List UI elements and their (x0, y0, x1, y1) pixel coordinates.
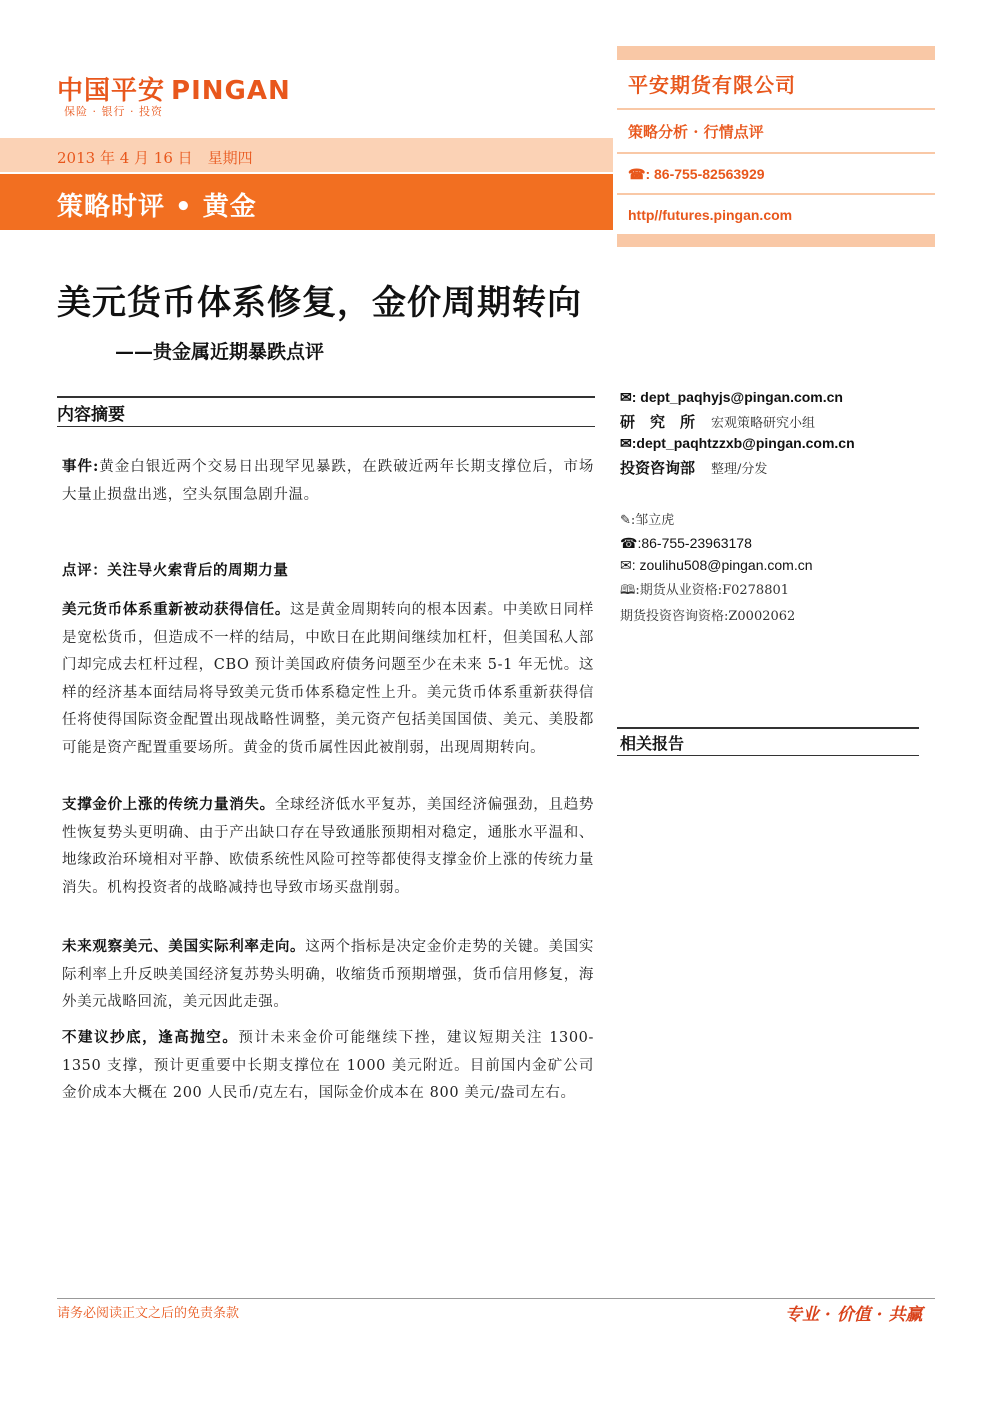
comment-heading-text: 点评：关注导火索背后的周期力量 (62, 562, 289, 579)
top-right-accent-bar (617, 46, 935, 60)
email-dept-advisory[interactable] (620, 435, 855, 452)
paragraph-text: 全球经济低水平复苏，美国经济偏强劲，且趋势性恢复势头更明确、由于产出缺口存在导致通胀预期相对稳定，通胀水平温和、地缘政治环境相对平静、欧债系统性风险可控等都使得支撑金价上涨的传统力量消失。机构投资者的战略减持也导致市场买盘削弱。 (62, 797, 594, 896)
divider (617, 152, 935, 154)
bottom-right-accent-bar (617, 234, 935, 247)
disclaimer-link[interactable]: 请务必阅读正文之后的免责条款 (57, 1306, 240, 1321)
paragraph-text: 这两个指标是决定金价走势的关键。美国实际利率上升反映美国经济复苏势头明确，收缩货币预期增强，货币信用修复，海外美元战略回流，美元因此走强。 (62, 939, 594, 1010)
summary-paragraph (62, 1024, 594, 1108)
pingan-logo (57, 70, 291, 107)
paragraph-text: 这是黄金周期转向的根本因素。中美欧日同样是宽松货币，但造成不一样的结局，中欧日在此期间继续加杠杆，但美国私人部门却完成去杠杆过程，CBO 预计美国政府债务问题至少在未来 5-1 年无忧。这样的经济基本面结局将导致美元货币体系稳定性上升。美元货币体系重新获得信任将使得国际资金配置出现战略性调整，美元资产包括美国国债、美元、美股都可能是资产配置重要场所。黄金的货币属性因此被削弱，出现周期转向。 (62, 602, 595, 756)
report-subtitle: ——贵金属近期暴跌点评 (115, 341, 325, 363)
advisory-value: 整理/分发 (711, 462, 768, 477)
logo-cn: 中国平安 (57, 76, 166, 106)
author-email-row[interactable] (620, 557, 813, 574)
report-date: 2013 年 4 月 16 日 星期四 (57, 149, 253, 167)
comment-heading (62, 557, 594, 586)
advisory-row (620, 457, 767, 478)
logo-tagline: 保险 · 银行 · 投资 (64, 105, 163, 118)
event-paragraph (62, 453, 594, 509)
report-category: 策略时评 • 黄金 (57, 192, 257, 222)
summary-heading: 内容摘要 (57, 405, 125, 425)
email-address: dept_paqhtzzxb@pingan.com.cn (636, 435, 855, 451)
author-row (620, 509, 674, 528)
paragraph-lead: 美元货币体系重新被动获得信任。 (62, 601, 291, 618)
author-phone-row (620, 535, 752, 552)
related-reports-heading: 相关报告 (620, 734, 685, 753)
company-subtitle: 策略分析 · 行情点评 (628, 123, 764, 141)
paragraph-lead: 未来观察美元、美国实际利率走向。 (62, 938, 306, 955)
author-phone: 86-755-23963178 (641, 535, 752, 551)
section-rule (57, 396, 595, 398)
summary-paragraph (62, 933, 594, 1017)
research-row (620, 411, 815, 432)
pen-icon: ✎: (620, 513, 636, 528)
email-address: dept_paqhyjs@pingan.com.cn (640, 389, 843, 405)
section-rule (617, 727, 919, 729)
advisory-license: 期货投资咨询资格:Z0002062 (620, 609, 796, 624)
logo-en: PINGAN (171, 76, 291, 106)
license-row (620, 579, 789, 603)
envelope-icon: ✉: (620, 557, 636, 573)
divider (617, 108, 935, 110)
event-text: 黄金白银近两个交易日出现罕见暴跌，在跌破近两年长期支撑位后，市场大量止损盘出逃，空头氛围急剧升温。 (62, 459, 595, 503)
advisory-label: 投资咨询部 (620, 459, 696, 477)
research-value: 宏观策略研究小组 (711, 416, 816, 431)
research-label: 研 究 所 (620, 413, 696, 431)
event-label: 事件: (62, 458, 99, 475)
phone-icon: ☎: (620, 535, 642, 551)
company-url[interactable]: http//futures.pingan.com (628, 207, 793, 223)
paragraph-lead: 支撑金价上涨的传统力量消失。 (62, 796, 275, 813)
company-phone (628, 166, 765, 183)
paragraph-lead: 不建议抄底，逢高抛空。 (62, 1029, 239, 1046)
phone-icon: ☎: (628, 166, 651, 182)
footer-slogan: 专业 · 价值 · 共赢 (785, 1305, 923, 1325)
author-email: zoulihu508@pingan.com.cn (639, 557, 813, 573)
company-phone-number: 86-755-82563929 (654, 166, 765, 182)
footer-rule (57, 1298, 935, 1299)
email-dept-research[interactable] (620, 389, 843, 406)
report-title: 美元货币体系修复，金价周期转向 (57, 283, 582, 323)
envelope-icon: ✉: (620, 435, 637, 451)
paragraph-text: 预计未来金价可能继续下挫，建议短期关注 1300-1350 支撑，预计更重要中长期支撑位在 1000 美元附近。目前国内金矿公司金价成本大概在 200 人民币/克左右，国际金价成本在 800 美元/盎司左右。 (62, 1030, 594, 1101)
summary-paragraph (62, 791, 594, 902)
envelope-icon: ✉: (620, 389, 637, 405)
book-icon: 🕮: (620, 583, 640, 598)
divider (617, 193, 935, 195)
company-name: 平安期货有限公司 (628, 73, 796, 97)
section-rule (57, 426, 595, 427)
author-name: 邹立虎 (635, 513, 675, 528)
license-number: 期货从业资格:F0278801 (639, 583, 790, 598)
section-rule (617, 755, 919, 756)
summary-paragraph (62, 596, 594, 762)
